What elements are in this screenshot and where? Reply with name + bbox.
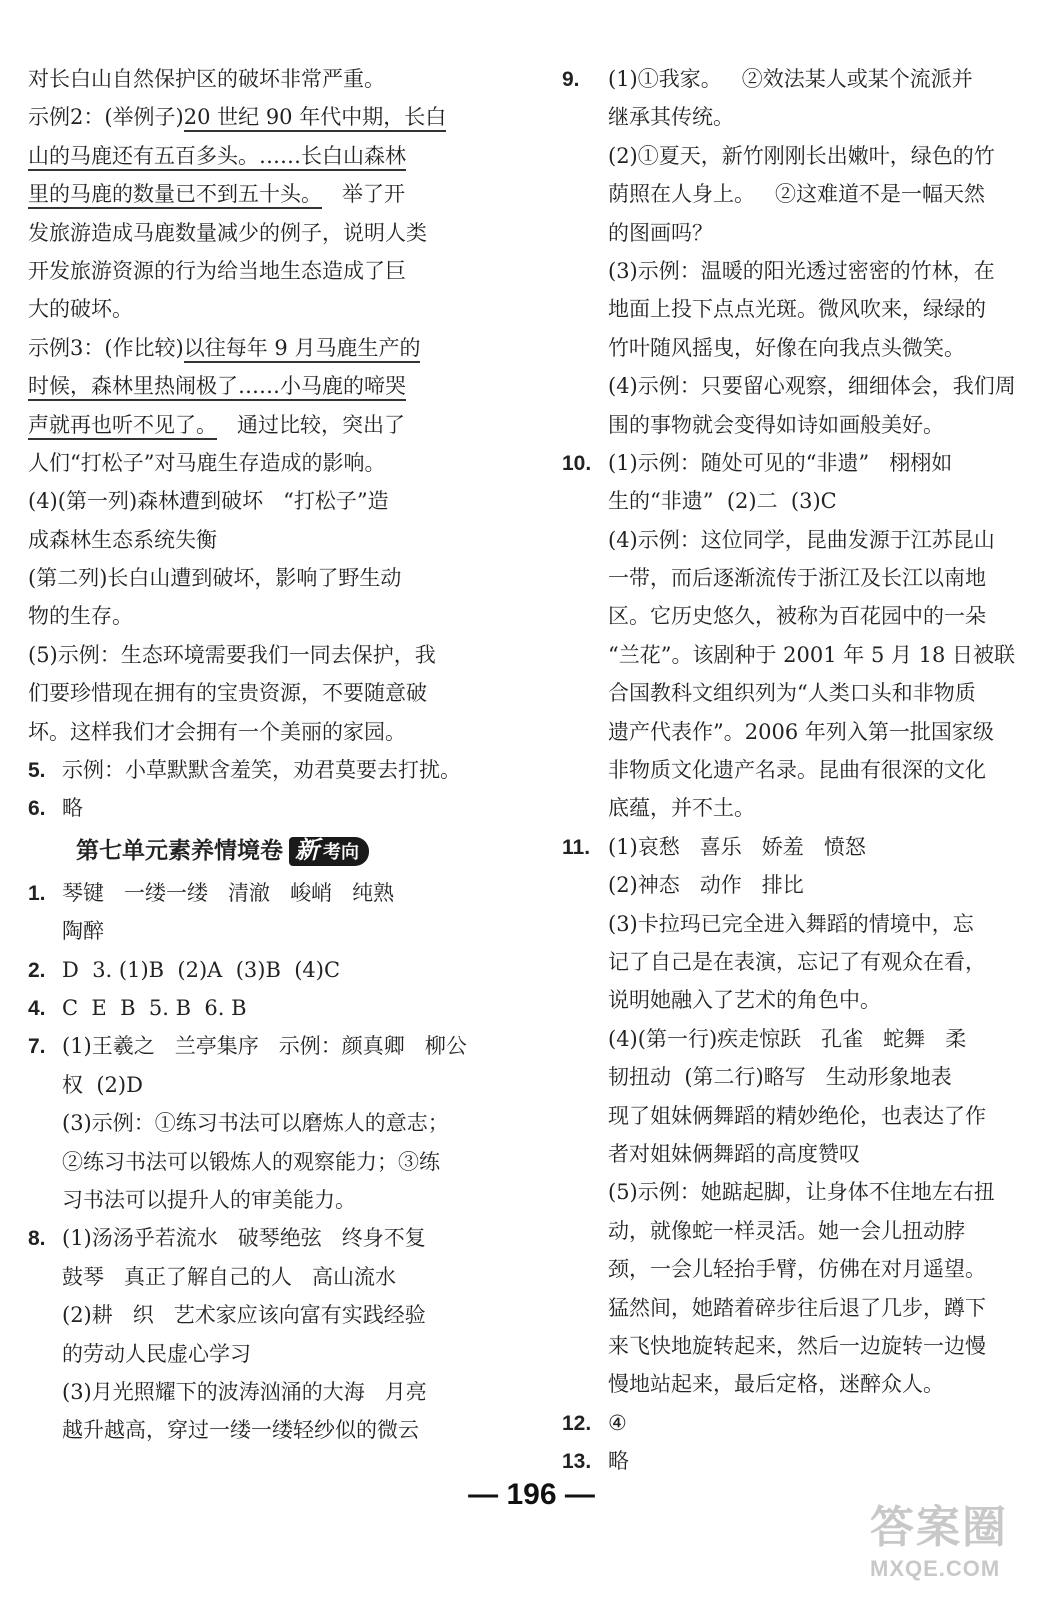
text-line [562, 444, 1032, 482]
text-line [562, 482, 1032, 520]
underlined-text: 山的马鹿还有五百多头。……长白山森林 [28, 144, 406, 171]
answer-text: (1)汤汤乎若流水 破琴绝弦 终身不复 [62, 1226, 426, 1251]
question-number: 11. [562, 835, 591, 859]
answer-text: ④ [608, 1410, 627, 1435]
answer-text: 们要珍惜现在拥有的宝贵资源，不要随意破 [28, 681, 427, 706]
answer-text: 通过比较，突出了 [217, 412, 406, 437]
answer-text: 来飞快地旋转起来，然后一边旋转一边慢 [608, 1333, 986, 1358]
text-line [562, 597, 1032, 635]
text-line [28, 60, 498, 98]
answer-text: 坏。这样我们才会拥有一个美丽的家园。 [28, 719, 406, 744]
text-line [562, 1442, 1032, 1480]
text-line [28, 1104, 498, 1142]
answer-text: 底蕴，并不土。 [608, 796, 755, 821]
answer-text: 发旅游造成马鹿数量减少的例子，说明人类 [28, 220, 427, 245]
text-line [28, 1335, 498, 1373]
question-number: 6. [28, 797, 46, 821]
text-line [28, 406, 498, 444]
text-line [28, 912, 498, 950]
text-line [28, 175, 498, 213]
badge-big-text: 新 [295, 835, 319, 864]
text-line [562, 214, 1032, 252]
answer-text: 合国教科文组织列为“人类口头和非物质 [608, 681, 976, 706]
text-line [562, 1327, 1032, 1365]
question-number: 12. [562, 1411, 592, 1435]
answer-text: 权 (2)D [62, 1072, 143, 1097]
text-line [28, 1143, 498, 1181]
text-line [28, 367, 498, 405]
text-line [562, 1250, 1032, 1288]
text-line [28, 1296, 498, 1334]
answer-text: 颈，一会儿轻抬手臂，仿佛在对月遥望。 [608, 1257, 986, 1282]
watermark-logo [870, 1500, 1050, 1590]
answer-text: (4)(第一行)疾走惊跃 孔雀 蛇舞 柔 [608, 1026, 967, 1051]
text-line [562, 252, 1032, 290]
answer-text: (4)示例：这位同学，昆曲发源于江苏昆山 [608, 527, 995, 552]
answer-text: D 3. (1)B (2)A (3)B (4)C [62, 957, 341, 982]
underlined-text: 20 世纪 90 年代中期，长白 [184, 105, 446, 132]
watermark-top-text: 答案圈 [870, 1503, 1008, 1552]
answer-text: 鼓琴 真正了解自己的人 高山流水 [62, 1264, 397, 1289]
text-line [28, 290, 498, 328]
question-number: 1. [28, 881, 46, 905]
section-title [28, 828, 498, 874]
watermark-bottom-text: MXQE.COM [870, 1556, 1001, 1581]
answer-text: 竹叶随风摇曳，好像在向我点头微笑。 [608, 335, 965, 360]
text-line [562, 866, 1032, 904]
text-line [562, 1289, 1032, 1327]
answer-text: 物的生存。 [28, 604, 133, 629]
answer-text: (1)王羲之 兰亭集序 示例：颜真卿 柳公 [62, 1034, 467, 1059]
section-title-text: 第七单元素养情境卷 [76, 837, 283, 864]
text-line [562, 636, 1032, 674]
text-line [28, 329, 498, 367]
answer-text: 围的事物就会变得如诗如画般美好。 [608, 412, 944, 437]
question-number: 13. [562, 1450, 592, 1474]
text-line [28, 951, 498, 989]
answer-text: 地面上投下点点光斑。微风吹来，绿绿的 [608, 297, 986, 322]
answer-text: 陶醉 [62, 919, 104, 944]
text-line [28, 1411, 498, 1449]
answer-text: (第二列)长白山遭到破坏，影响了野生动 [28, 566, 402, 591]
answer-text: 琴键 一缕一缕 清澈 峻峭 纯熟 [62, 880, 395, 905]
answer-text: 说明她融入了艺术的角色中。 [608, 988, 881, 1013]
answer-text: 越升越高，穿过一缕一缕轻纱似的微云 [62, 1418, 419, 1443]
text-line [562, 137, 1032, 175]
question-number: 2. [28, 958, 46, 982]
text-line [562, 406, 1032, 444]
text-line [562, 828, 1032, 866]
answer-text: (2)神态 动作 排比 [608, 873, 804, 898]
answer-text: (3)月光照耀下的波涛汹涌的大海 月亮 [62, 1379, 427, 1404]
underlined-text: 里的马鹿的数量已不到五十头。 [28, 182, 322, 209]
text-line [562, 290, 1032, 328]
answer-text: 区。它历史悠久，被称为百花园中的一朵 [608, 604, 986, 629]
text-line [562, 367, 1032, 405]
text-line [562, 713, 1032, 751]
text-line [28, 789, 498, 827]
text-line [28, 444, 498, 482]
text-line [562, 60, 1032, 98]
answer-text: 举了开 [322, 182, 406, 207]
text-line [28, 674, 498, 712]
text-line [562, 674, 1032, 712]
answer-text: 成森林生态系统失衡 [28, 527, 217, 552]
text-line [562, 1212, 1032, 1250]
text-line [28, 482, 498, 520]
text-line [28, 989, 498, 1027]
page-number: — 196 — [468, 1478, 595, 1511]
answer-text: 动，就像蛇一样灵活。她一会儿扭动脖 [608, 1218, 965, 1243]
answer-text: 人们“打松子”对马鹿生存造成的影响。 [28, 450, 386, 475]
text-line [28, 98, 498, 136]
question-number: 10. [562, 451, 592, 475]
answer-text: (5)示例：生态环境需要我们一同去保护，我 [28, 642, 436, 667]
answer-text: “兰花”。该剧种于 2001 年 5 月 18 日被联 [608, 642, 1016, 667]
answer-text: (2)耕 织 艺术家应该向富有实践经验 [62, 1303, 426, 1328]
answer-text: (1)哀愁 喜乐 娇羞 愤怒 [608, 834, 866, 859]
new-badge [289, 837, 369, 866]
text-line [28, 1181, 498, 1219]
answer-text: 开发旅游资源的行为给当地生态造成了巨 [28, 258, 406, 283]
answer-text: 略 [62, 796, 83, 821]
question-number: 4. [28, 996, 46, 1020]
text-line [562, 751, 1032, 789]
underlined-text: 时候，森林里热闹极了……小马鹿的啼哭 [28, 374, 406, 401]
text-line [562, 1135, 1032, 1173]
answer-text: (3)示例：①练习书法可以磨炼人的意志； [62, 1111, 449, 1136]
answer-text: (4)示例：只要留心观察，细细体会，我们周 [608, 374, 1016, 399]
text-line [562, 329, 1032, 367]
answer-text: 习书法可以提升人的审美能力。 [62, 1187, 356, 1212]
text-line [562, 175, 1032, 213]
answer-text: 记了自己是在表演，忘记了有观众在看， [608, 949, 986, 974]
answer-text: (1)示例：随处可见的“非遗” 栩栩如 [608, 450, 953, 475]
text-line [28, 751, 498, 789]
question-number: 7. [28, 1035, 46, 1059]
answer-text: 示例2：(举例子) [28, 105, 184, 130]
text-line [562, 1365, 1032, 1403]
answer-text: 的劳动人民虚心学习 [62, 1341, 251, 1366]
answer-text: 继承其传统。 [608, 105, 734, 130]
text-line [562, 1173, 1032, 1211]
text-line [562, 1020, 1032, 1058]
text-line [28, 1373, 498, 1411]
underlined-text: 以往每年 9 月马鹿生产的 [184, 336, 421, 363]
text-line [28, 1027, 498, 1065]
answer-text: 猛然间，她踏着碎步往后退了几步，蹲下 [608, 1295, 986, 1320]
text-line [562, 905, 1032, 943]
text-line [28, 252, 498, 290]
answer-text: 的图画吗？ [608, 220, 713, 245]
text-line [28, 137, 498, 175]
text-line [28, 597, 498, 635]
text-line [562, 789, 1032, 827]
text-line [562, 943, 1032, 981]
text-line [28, 559, 498, 597]
text-line [562, 1404, 1032, 1442]
left-column [28, 60, 498, 1450]
answer-text: 现了姐妹俩舞蹈的精妙绝伦，也表达了作 [608, 1103, 986, 1128]
answer-text: (2)①夏天，新竹刚刚长出嫩叶，绿色的竹 [608, 143, 995, 168]
answer-text: C E B 5. B 6. B [62, 995, 247, 1020]
text-line [28, 214, 498, 252]
question-number: 8. [28, 1227, 46, 1251]
answer-text: (3)卡拉玛已完全进入舞蹈的情境中，忘 [608, 911, 974, 936]
answer-text: (4)(第一列)森林遭到破坏 “打松子”造 [28, 489, 389, 514]
answer-text: 一带，而后逐渐流传于浙江及长江以南地 [608, 566, 986, 591]
text-line [562, 1058, 1032, 1096]
answer-text: 生的“非遗” (2)二 (3)C [608, 489, 837, 514]
text-line [562, 521, 1032, 559]
answer-text: 韧扭动 (第二行)略写 生动形象地表 [608, 1065, 952, 1090]
answer-text: 慢地站起来，最后定格，迷醉众人。 [608, 1372, 944, 1397]
text-line [28, 1258, 498, 1296]
text-line [562, 1097, 1032, 1135]
answer-text: (5)示例：她踮起脚，让身体不住地左右扭 [608, 1180, 995, 1205]
answer-text: (1)①我家。 ②效法某人或某个流派并 [608, 67, 973, 91]
question-number: 5. [28, 759, 46, 783]
answer-text: 对长白山自然保护区的破坏非常严重。 [28, 67, 385, 91]
text-line [562, 559, 1032, 597]
text-line [28, 521, 498, 559]
text-line [28, 1219, 498, 1257]
question-number: 9. [562, 68, 580, 91]
answer-text: (3)示例：温暖的阳光透过密密的竹林，在 [608, 258, 995, 283]
right-column [562, 60, 1032, 1480]
answer-text: 遗产代表作”。2006 年列入第一批国家级 [608, 719, 994, 744]
text-line [562, 98, 1032, 136]
answer-text: 大的破坏。 [28, 297, 133, 322]
answer-text: 非物质文化遗产名录。昆曲有很深的文化 [608, 758, 986, 783]
underlined-text: 声就再也听不见了。 [28, 413, 217, 440]
text-line [562, 981, 1032, 1019]
text-line [28, 874, 498, 912]
text-line [28, 1066, 498, 1104]
text-line [28, 713, 498, 751]
answer-text: 略 [608, 1449, 629, 1474]
badge-small-text: 考向 [323, 841, 359, 863]
answer-text: 示例：小草默默含羞笑，劝君莫要去打扰。 [62, 758, 461, 783]
answer-text: 者对姐妹俩舞蹈的高度赞叹 [608, 1141, 860, 1166]
answer-text: 荫照在人身上。 ②这难道不是一幅天然 [608, 182, 986, 207]
text-line [28, 636, 498, 674]
answer-text: 示例3：(作比较) [28, 335, 184, 360]
answer-text: ②练习书法可以锻炼人的观察能力；③练 [62, 1149, 440, 1174]
